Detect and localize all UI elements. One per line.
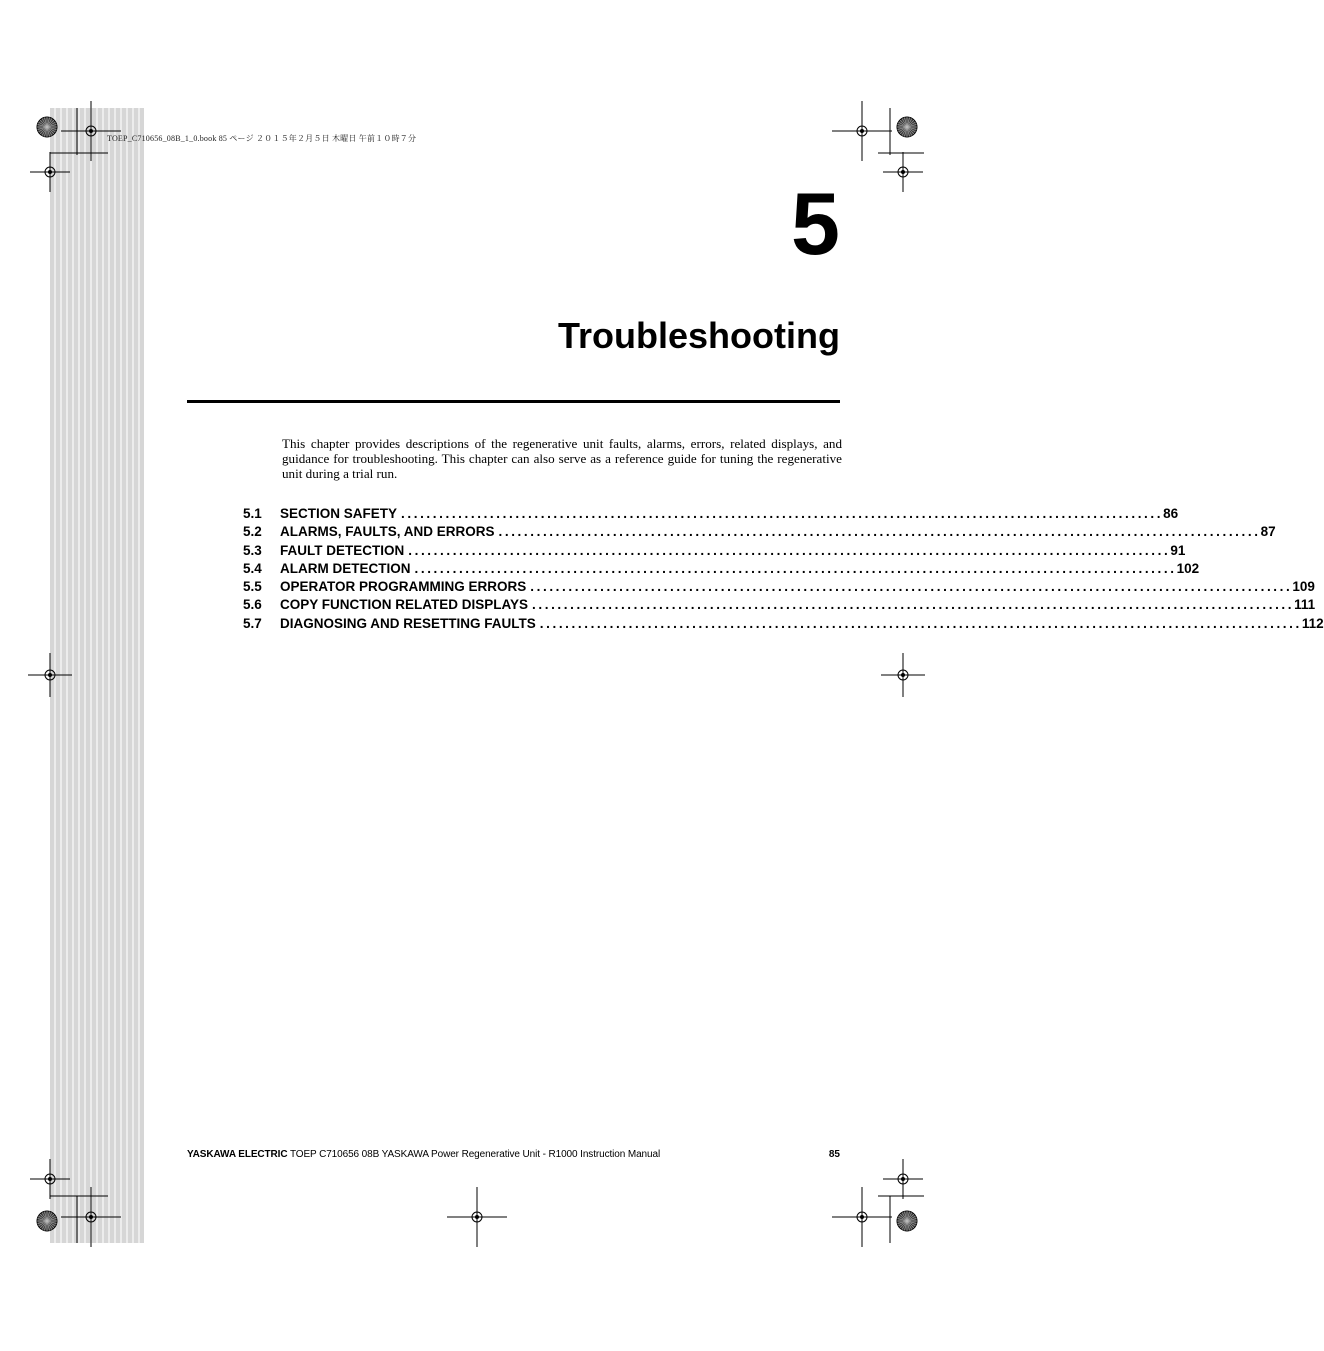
toc-page: 109 bbox=[1292, 579, 1315, 595]
toc-label: COPY FUNCTION RELATED DISPLAYS bbox=[280, 597, 529, 613]
toc-entry[interactable] bbox=[243, 560, 1200, 579]
toc-leader: ........................................................................................................................ bbox=[539, 615, 1302, 631]
toc-label: ALARMS, FAULTS, AND ERRORS bbox=[280, 524, 495, 540]
toc-number: 5.4 bbox=[243, 560, 262, 576]
toc-entry[interactable] bbox=[243, 506, 1179, 524]
title-divider bbox=[187, 400, 840, 403]
toc-label: ALARM DETECTION bbox=[280, 560, 411, 576]
chapter-intro: This chapter provides descriptions of the regenerative unit faults, alarms, errors, related displays, and guidance for troubleshooting. This chapter can also serve as a reference guide for tuning the regenerative unit during a trial run. bbox=[282, 436, 842, 481]
toc-leader: ........................................................................................................................ bbox=[401, 506, 1164, 521]
toc-number: 5.6 bbox=[243, 597, 262, 613]
toc-label: DIAGNOSING AND RESETTING FAULTS bbox=[280, 615, 536, 631]
toc-page: 87 bbox=[1260, 524, 1276, 540]
toc-number: 5.3 bbox=[243, 542, 262, 558]
toc-entry[interactable] bbox=[243, 542, 1186, 561]
toc-label: SECTION SAFETY bbox=[280, 506, 398, 521]
toc-leader: ........................................................................................................................ bbox=[532, 597, 1295, 613]
chapter-title: Troubleshooting bbox=[558, 315, 840, 356]
toc-entry[interactable] bbox=[243, 597, 1316, 615]
toc-leader: ........................................................................................................................ bbox=[498, 524, 1261, 540]
toc-label: FAULT DETECTION bbox=[280, 542, 405, 558]
print-header: TOEP_C710656_08B_1_0.book 85 ページ ２０１５年２月５日 木曜日 午前１０時７分 bbox=[107, 134, 417, 143]
chapter-number: 5 bbox=[791, 174, 840, 273]
toc-page: 102 bbox=[1176, 560, 1200, 576]
toc-page: 112 bbox=[1301, 615, 1324, 631]
table-of-contents bbox=[243, 506, 1324, 634]
page-footer bbox=[187, 1149, 840, 1160]
toc-page: 111 bbox=[1294, 597, 1316, 613]
toc-page: 86 bbox=[1163, 506, 1179, 521]
toc-number: 5.1 bbox=[243, 506, 262, 521]
toc-entry[interactable] bbox=[243, 579, 1315, 597]
toc-page: 91 bbox=[1170, 542, 1186, 558]
toc-number: 5.2 bbox=[243, 524, 262, 540]
toc-label: OPERATOR PROGRAMMING ERRORS bbox=[280, 579, 527, 595]
toc-number: 5.5 bbox=[243, 579, 262, 595]
toc-entry[interactable] bbox=[243, 524, 1276, 542]
toc-leader: ........................................................................................................................ bbox=[530, 579, 1293, 595]
footer-page-number: 85 bbox=[828, 1149, 840, 1160]
footer-brand: YASKAWA ELECTRIC bbox=[187, 1149, 288, 1160]
toc-leader: ........................................................................................................................ bbox=[408, 542, 1171, 558]
toc-entry[interactable] bbox=[243, 615, 1324, 634]
footer-document-title: TOEP C710656 08B YASKAWA Power Regenerative Unit - R1000 Instruction Manual bbox=[289, 1149, 661, 1160]
toc-number: 5.7 bbox=[243, 615, 262, 631]
toc-leader: ........................................................................................................................ bbox=[414, 560, 1177, 576]
